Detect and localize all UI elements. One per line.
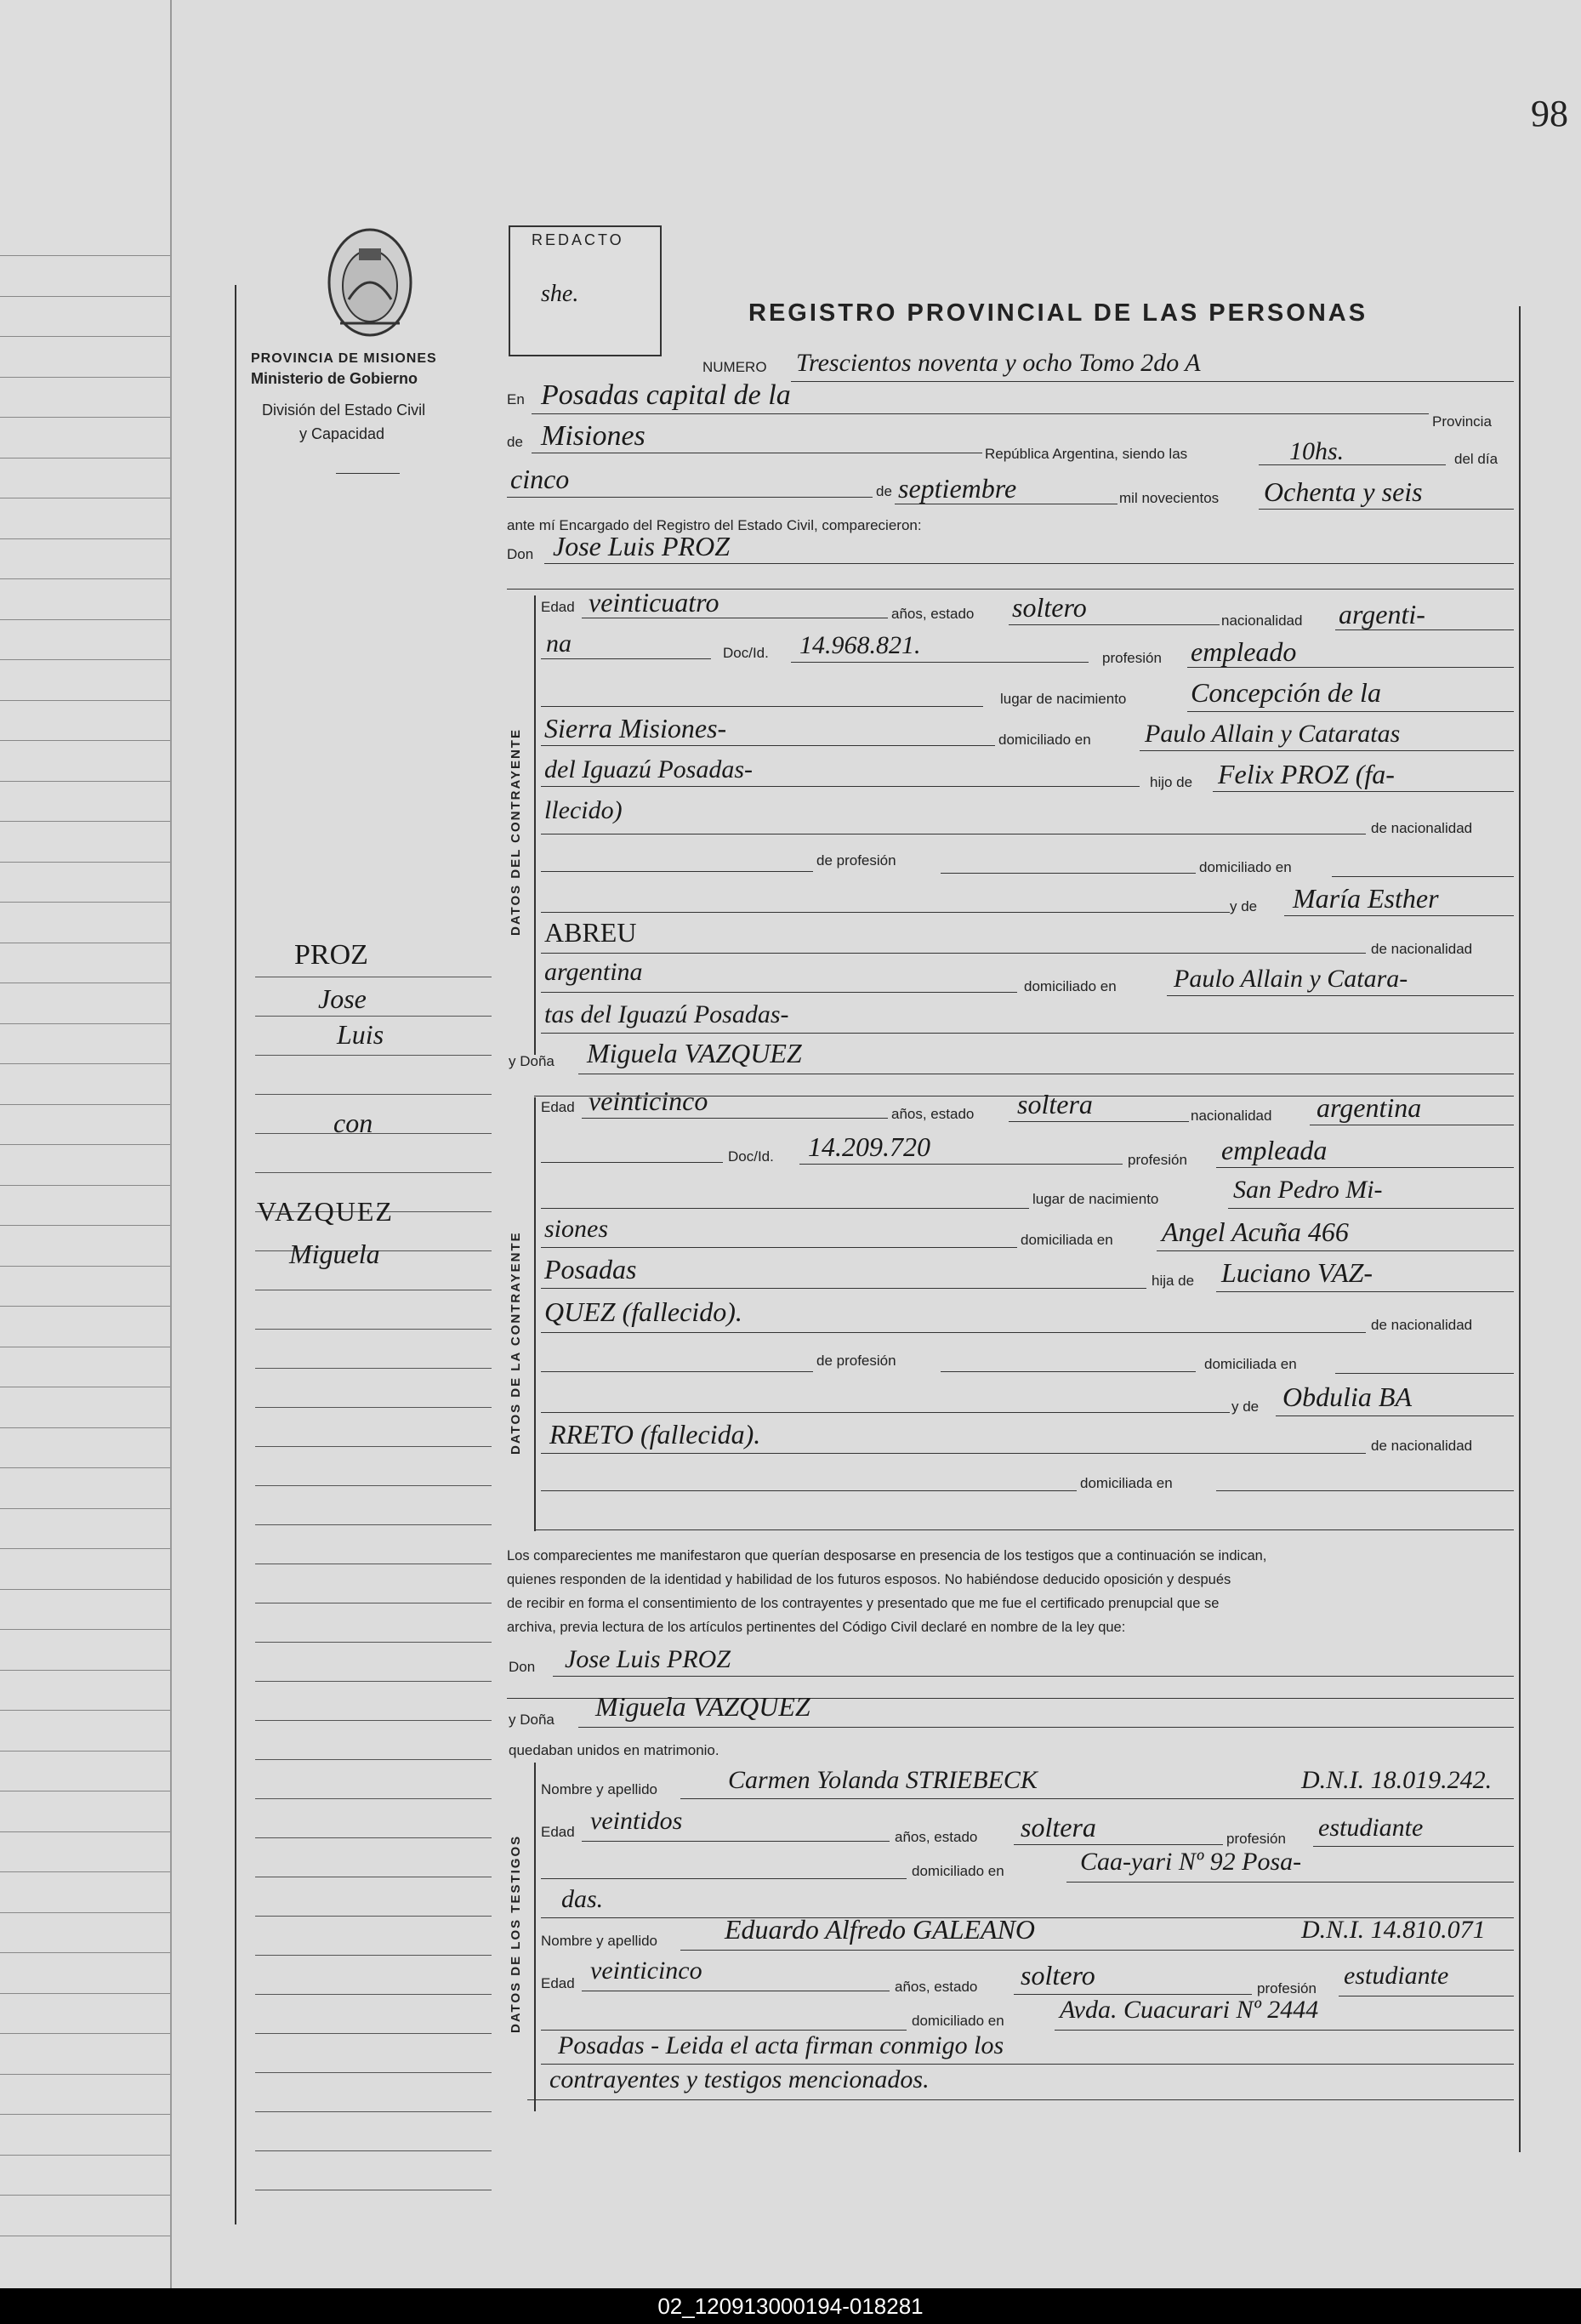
ruled-line [0,1871,174,1872]
ruled-line [0,377,174,378]
ruled-line [0,1266,174,1267]
c-nacionalidad: argenti- [1339,599,1425,629]
label-de-mes: de [876,483,892,499]
acta-numero: Trescientos noventa y ocho Tomo 2do A [796,349,1201,377]
c-domicilio: Paulo Allain y Cataratas [1145,720,1401,748]
t2-estado: soltero [1021,1960,1095,1991]
line [541,1208,1029,1209]
margin-given-3: Miguela [289,1239,380,1269]
label-anos-estado: años, estado [895,1979,978,1995]
line [1228,1208,1514,1209]
c-madre-nac: argentina [544,958,643,986]
redacto-label: REDACTO [532,231,624,248]
line [1167,995,1514,996]
line [1284,915,1514,916]
ruled-line [0,1508,174,1509]
t1-estado: soltera [1021,1812,1096,1843]
line [541,1162,723,1163]
cf-madre: Obdulia BA [1282,1381,1412,1412]
line [541,912,1230,913]
ruled-line [255,1485,492,1486]
cf-nacionalidad: argentina [1317,1092,1422,1123]
label-mil: mil novecientos [1119,490,1220,506]
label-y-dona: y Doña [509,1053,554,1069]
label-hija-de: hija de [1152,1273,1195,1289]
label-y-dona: y Doña [509,1712,554,1728]
ruled-line [0,336,174,337]
ruled-line [0,538,174,539]
label-quedaban: quedaban unidos en matrimonio. [509,1742,719,1758]
line [541,2030,907,2031]
cf-profesion: empleada [1221,1135,1328,1165]
ruled-line [255,1759,492,1760]
line [541,1453,1366,1454]
ruled-line [0,1063,174,1064]
province-name: PROVINCIA DE MISIONES [251,351,437,366]
ruled-line [0,1427,174,1428]
ruled-line [0,1023,174,1024]
line [541,953,1366,954]
ruled-line [255,1055,492,1056]
line [1014,1844,1223,1845]
label-lugar-nac: lugar de nacimiento [1032,1191,1159,1207]
ruled-line [255,1172,492,1173]
line [1066,1882,1514,1883]
line [553,1676,1514,1677]
line [1216,1167,1514,1168]
c-lugar-nac: Concepción de la [1191,677,1381,708]
c-padre-cont: llecido) [544,796,623,824]
margin-con: con [333,1108,373,1138]
line [541,992,1017,993]
label-domiciliado: domiciliado en [912,1863,1004,1879]
label-domiciliada: domiciliada en [1080,1475,1173,1491]
page-number: 98 [1531,93,1568,134]
ruled-line [0,2033,174,2034]
paragraph-line: Los comparecientes me manifestaron que querían desposarse en presencia de los testigos que a continuación se indican, [507,1548,1267,1564]
label-don: Don [509,1659,536,1675]
line [1140,750,1514,751]
division-line-1: División del Estado Civil [262,402,426,419]
label-en: En [507,391,525,407]
cf-lugar-nac: San Pedro Mi- [1233,1176,1383,1204]
line [541,658,711,659]
cf-domicilio: Angel Acuña 466 [1162,1216,1349,1247]
ruled-line [0,2074,174,2075]
line [534,1529,1514,1530]
c-padre: Felix PROZ (fa- [1218,759,1395,789]
c-edad: veinticuatro [589,587,719,618]
line [941,873,1196,874]
label-lugar-nac: lugar de nacimiento [1000,691,1127,707]
cf-doc: 14.209.720 [808,1131,930,1162]
ruled-line [0,1952,174,1953]
line [1332,876,1514,877]
line [541,1490,1077,1491]
label-edad: Edad [541,1099,575,1115]
line [1276,1415,1514,1416]
label-domiciliada: domiciliada en [1204,1356,1297,1372]
line [582,1841,890,1842]
t1-domicilio: Caa-yari Nº 92 Posa- [1080,1848,1302,1876]
ruled-line [255,2033,492,2034]
line [541,1033,1514,1034]
ruled-line [0,1670,174,1671]
ruled-line [0,700,174,701]
ruled-line [0,1751,174,1752]
ruled-line [0,2114,174,2115]
line [582,1118,888,1119]
ruled-line [0,1993,174,1994]
label-nombre: Nombre y apellido [541,1781,658,1797]
acta-lugar: Posadas capital de la [541,379,791,411]
ruled-line [0,578,174,579]
ruled-line [255,1681,492,1682]
label-datos-testigos: DATOS DE LOS TESTIGOS [509,1834,523,2033]
label-datos-contrayente: DATOS DEL CONTRAYENTE [509,728,523,936]
cf-estado: soltera [1017,1089,1093,1119]
redacto-initials: she. [541,281,579,307]
ruled-line [255,1994,492,1995]
block-left-border [534,1097,536,1531]
ruled-line [0,1831,174,1832]
ruled-line [255,1798,492,1799]
margin-given-2: Luis [337,1019,384,1050]
label-profesion: profesión [1128,1152,1187,1168]
ruled-line [0,1144,174,1145]
label-domiciliado: domiciliado en [912,2013,1004,2029]
t2-profesion: estudiante [1344,1962,1449,1990]
label-de-nacionalidad: de nacionalidad [1371,1438,1473,1454]
c-estado: soltero [1012,592,1087,623]
ruled-line [255,1720,492,1721]
t1-nombre: Carmen Yolanda STRIEBECK [728,1766,1038,1794]
c-domicilio-cont: del Iguazú Posadas- [544,755,753,783]
label-profesion: profesión [1257,1980,1317,1996]
label-domiciliado: domiciliado en [1199,859,1292,875]
ruled-line [0,1185,174,1186]
ruled-line [0,1710,174,1711]
label-nacionalidad: nacionalidad [1221,612,1303,629]
ruled-line [255,1016,492,1017]
label-nacionalidad: nacionalidad [1191,1108,1272,1124]
cf-madre-cont: RRETO (fallecida). [549,1419,761,1450]
margin-surname-1: PROZ [294,939,368,971]
line [1335,1373,1514,1374]
label-doc: Doc/Id. [723,645,769,661]
label-del-dia: del día [1454,451,1499,467]
ruled-line [0,1225,174,1226]
label-y-de: y de [1231,1398,1260,1415]
ruled-line [255,1368,492,1369]
ruled-line [0,821,174,822]
label-provincia: Provincia [1432,413,1492,430]
label-datos-la-contrayente: DATOS DE LA CONTRAYENTE [509,1231,523,1455]
block-left-border [534,1763,536,2111]
ruled-line [0,1629,174,1630]
t2-domicilio: Avda. Cuacurari Nº 2444 [1060,1996,1319,2024]
acta-anio: Ochenta y seis [1264,476,1423,507]
line [541,786,1140,787]
paragraph-line: archiva, previa lectura de los artículos pertinentes del Código Civil declaré en nombre de la ley que: [507,1620,1126,1635]
line [541,1332,1366,1333]
block-left-border [534,595,536,1055]
ruled-line [0,1548,174,1549]
line [1313,1846,1514,1847]
label-de-profesion: de profesión [816,1353,896,1369]
divider [336,473,400,474]
t1-profesion: estudiante [1318,1814,1424,1842]
ruled-line [0,862,174,863]
ruled-line [255,2072,492,2073]
line [1213,791,1514,792]
t2-domicilio-cont2: contrayentes y testigos mencionados. [549,2065,930,2093]
ruled-line [0,255,174,256]
ruled-line [0,740,174,741]
c-madre-dom: Paulo Allain y Catara- [1174,965,1408,993]
ruled-line [255,1916,492,1917]
t2-domicilio-cont: Posadas - Leida el acta firman conmigo los [558,2031,1004,2059]
ruled-line [0,2195,174,2196]
margin-surname-2: VAZQUEZ [257,1196,394,1227]
cf-nombre: Miguela VAZQUEZ [587,1038,802,1068]
line [541,2064,1514,2065]
t2-edad: veinticinco [590,1957,702,1985]
c-madre: María Esther [1293,883,1439,914]
cf-padre: Luciano VAZ- [1221,1257,1373,1288]
label-doc: Doc/Id. [728,1148,774,1165]
line [541,1371,813,1372]
line [541,871,813,872]
ruled-line [0,1306,174,1307]
acta-hora: 10hs. [1289,437,1345,465]
label-de-nacionalidad: de nacionalidad [1371,1317,1473,1333]
cf-lugar-nac-cont: siones [544,1215,608,1243]
ruled-line [255,1955,492,1956]
line [507,497,873,498]
acta-dia: cinco [510,464,570,494]
label-nombre: Nombre y apellido [541,1933,658,1949]
line [1187,711,1514,712]
line [541,1412,1230,1413]
line [532,413,1429,414]
ruled-line [0,1912,174,1913]
t1-edad: veintidos [590,1807,683,1835]
ruled-line [0,659,174,660]
line [1216,1490,1514,1491]
ruled-line [255,2111,492,2112]
label-anos-estado: años, estado [891,606,975,622]
t2-doc: D.N.I. 14.810.071 [1301,1916,1486,1944]
line [1259,464,1446,465]
ruled-line [255,1094,492,1095]
line [941,1371,1196,1372]
union-don: Jose Luis PROZ [565,1645,731,1673]
line [1055,2030,1514,2031]
ruled-line [0,1104,174,1105]
ruled-line [0,2155,174,2156]
line [527,2099,1514,2100]
label-edad: Edad [541,1824,575,1840]
line [1009,1121,1189,1122]
label-domiciliado: domiciliado en [998,732,1091,748]
line [791,662,1089,663]
label-hijo-de: hijo de [1150,774,1193,790]
ruled-line [255,1642,492,1643]
label-edad: Edad [541,599,575,615]
ruled-line [255,1329,492,1330]
line [1335,629,1514,630]
label-de-nacionalidad: de nacionalidad [1371,820,1473,836]
margin-line [235,285,236,2224]
ruled-line [0,296,174,297]
label-profesion: profesión [1226,1831,1286,1847]
acta-mes: septiembre [898,473,1017,504]
label-de: de [507,434,523,450]
paragraph-line: de recibir en forma el consentimiento de los contrayentes y presentado que me fue el certificado prenupcial que se [507,1596,1220,1611]
cf-padre-cont: QUEZ (fallecido). [544,1296,742,1327]
c-nacionalidad-cont: na [546,629,572,658]
line [1187,667,1514,668]
ruled-line [0,417,174,418]
line [791,381,1514,382]
label-y-de: y de [1230,898,1258,914]
label-domiciliado: domiciliado en [1024,978,1117,994]
line [541,745,995,746]
ruled-line [255,1837,492,1838]
acta-provincia: Misiones [541,420,645,452]
label-anos-estado: años, estado [891,1106,975,1122]
label-ante: ante mí Encargado del Registro del Estado Civil, comparecieron: [507,517,922,533]
line [544,563,1514,564]
line [578,1727,1514,1728]
ruled-line [0,1467,174,1468]
cf-edad: veinticinco [589,1085,708,1116]
ministry-name: Ministerio de Gobierno [251,370,418,387]
label-anos-estado: años, estado [895,1829,978,1845]
union-dona: Miguela VAZQUEZ [595,1691,810,1722]
label-profesion: profesión [1102,650,1162,666]
form-right-border [1519,306,1521,2152]
line [1259,509,1514,510]
t2-nombre: Eduardo Alfredo GALEANO [725,1914,1036,1945]
ruled-line [0,619,174,620]
line [541,1247,1017,1248]
line [680,1798,1514,1799]
c-madre-dom-cont: tas del Iguazú Posadas- [544,1000,789,1028]
line [541,706,983,707]
margin-given-1: Jose [318,983,367,1014]
division-line-2: y Capacidad [299,425,385,442]
line [1157,1250,1514,1251]
label-edad: Edad [541,1975,575,1991]
line [1014,1994,1252,1995]
label-domiciliada: domiciliada en [1021,1232,1113,1248]
left-page [0,0,183,2288]
t1-doc: D.N.I. 18.019.242. [1301,1766,1493,1794]
ruled-line [255,1524,492,1525]
acta-don: Jose Luis PROZ [553,531,730,561]
line [541,1878,907,1879]
label-numero: NUMERO [702,359,767,375]
ruled-line [0,902,174,903]
line [799,1164,1123,1165]
cf-domicilio-cont: Posadas [544,1254,637,1284]
t1-domicilio-cont: das. [561,1885,604,1913]
ruled-line [0,781,174,782]
line [680,1950,1514,1951]
ruled-line [255,2150,492,2151]
line [541,1288,1146,1289]
label-de-nacionalidad: de nacionalidad [1371,941,1473,957]
c-lugar-nac-cont: Sierra Misiones- [544,713,727,743]
ruled-line [0,1589,174,1590]
document-title: REGISTRO PROVINCIAL DE LAS PERSONAS [748,299,1368,327]
image-caption: 02_120913000194-018281 [0,2288,1581,2324]
label-don: Don [507,546,534,562]
line [1009,624,1220,625]
line [1216,1291,1514,1292]
c-profesion: empleado [1191,636,1297,667]
ruled-line [255,1446,492,1447]
c-doc: 14.968.821. [799,631,921,659]
ruled-line [255,1407,492,1408]
ruled-line [0,458,174,459]
label-republica: República Argentina, siendo las [985,446,1188,462]
ruled-line [255,1133,492,1134]
label-de-profesion: de profesión [816,852,896,869]
paragraph-line: quienes responden de la identidad y habilidad de los futuros esposos. No habiéndose deducido oposición y después [507,1572,1231,1587]
c-madre-cont: ABREU [544,917,637,948]
province-seal [323,223,417,342]
